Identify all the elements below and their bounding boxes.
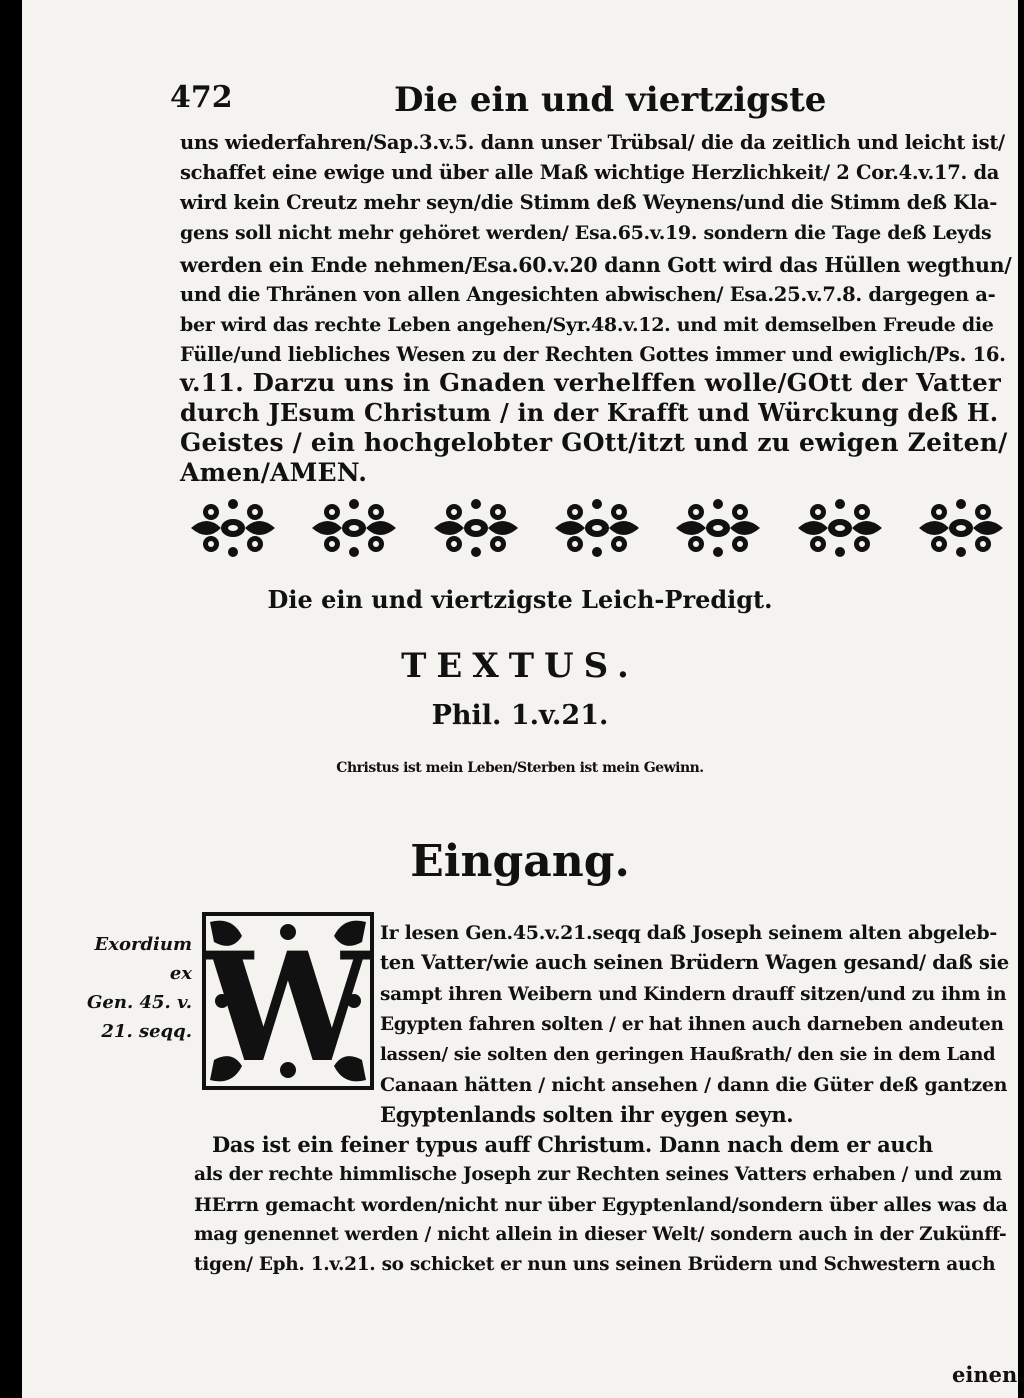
text-line: uns wiederfahren/Sap.3.v.5. dann unser Trübsal/ die da zeitlich und leicht ist/ (180, 131, 1005, 154)
fleuron-ornament (794, 494, 886, 562)
text-line: ber wird das rechte Leben angehen/Syr.48.v.12. und mit demselben Freude die (180, 314, 994, 336)
text-line: und die Thränen von allen Angesichten abwischen/ Esa.25.v.7.8. dargegen a- (180, 283, 996, 306)
prayer-line: Amen/AMEN. (180, 458, 368, 487)
running-head: Die ein und viertzigste (394, 80, 827, 120)
text-line: lassen/ sie solten den geringen Haußrath/ den sie in dem Land (380, 1044, 996, 1065)
margin-note-line: 21. seqq. (101, 1021, 192, 1042)
margin-note (72, 930, 192, 1046)
text-line: Ir lesen Gen.45.v.21.seqq daß Joseph seinem alten abgeleb- (380, 922, 997, 944)
scripture-reference: Phil. 1.v.21. (431, 700, 609, 731)
text-line: sampt ihren Weibern und Kindern drauff sitzen/und zu ihm in (380, 984, 1007, 1005)
fleuron-ornament (551, 494, 643, 562)
text-line: wird kein Creutz mehr seyn/die Stimm deß Weynens/und die Stimm deß Kla- (180, 191, 998, 214)
margin-note-line: Exordium (94, 934, 192, 955)
margin-note-line: ex (169, 963, 192, 984)
textus-label: TEXTUS. (401, 646, 639, 686)
text-line: Egyptenlands solten ihr eygen seyn. (380, 1102, 794, 1127)
text-line: Egypten fahren solten / er hat ihnen auch darneben andeuten (380, 1014, 1004, 1035)
initial-letter: W (203, 920, 373, 1090)
sermon-title: Die ein und viertzigste Leich-Predigt. (267, 585, 773, 614)
fleuron-ornament (915, 494, 1007, 562)
margin-note-line: Gen. 45. v. (87, 992, 192, 1013)
decorated-initial (202, 912, 374, 1090)
text-line: mag genennet werden / nicht allein in dieser Welt/ sondern auch in der Zukünff- (194, 1224, 1007, 1245)
catchword: einen (952, 1362, 1018, 1387)
text-line: schaffet eine ewige und über alle Maß wichtige Herzlichkeit/ 2 Cor.4.v.17. da (180, 161, 1000, 184)
text-line: Fülle/und liebliches Wesen zu der Rechten Gottes immer und ewiglich/Ps. 16. (180, 343, 1006, 366)
text-line: Canaan hätten / nicht ansehen / dann die Güter deß gantzen (380, 1074, 1008, 1096)
prayer-line: durch JEsum Christum / in der Krafft und Würckung deß H. (180, 398, 999, 427)
text-line: gens soll nicht mehr gehöret werden/ Esa.65.v.19. sondern die Tage deß Leyds (180, 222, 992, 244)
section-heading: Eingang. (410, 836, 630, 887)
prayer-line: v.11. Darzu uns in Gnaden verhelffen wolle/GOtt der Vatter (180, 368, 1001, 397)
fleuron-ornament (308, 494, 400, 562)
fleuron-ornament (187, 494, 279, 562)
text-line: Das ist ein feiner typus auff Christum. Dann nach dem er auch (212, 1132, 933, 1157)
ornament-band (187, 494, 1007, 562)
text-line: ten Vatter/wie auch seinen Brüdern Wagen gesand/ daß sie (380, 951, 1009, 974)
fleuron-ornament (430, 494, 522, 562)
text-line: als der rechte himmlische Joseph zur Rechten seines Vatters erhaben / und zum (194, 1164, 1002, 1185)
text-line: werden ein Ende nehmen/Esa.60.v.20 dann Gott wird das Hüllen wegthun/ (180, 253, 1012, 277)
prayer-line: Geistes / ein hochgelobter GOtt/itzt und zu ewigen Zeiten/ (180, 428, 1008, 457)
text-line: tigen/ Eph. 1.v.21. so schicket er nun uns seinen Brüdern und Schwestern auch (194, 1254, 996, 1275)
fleuron-ornament (672, 494, 764, 562)
page-number: 472 (170, 80, 233, 115)
text-line: HErrn gemacht worden/nicht nur über Egyptenland/sondern über alles was da (194, 1194, 1008, 1216)
initial-frame (202, 912, 374, 1090)
book-page (22, 0, 1018, 1398)
scripture-quote: Christus ist mein Leben/Sterben ist mein Gewinn. (336, 760, 704, 776)
